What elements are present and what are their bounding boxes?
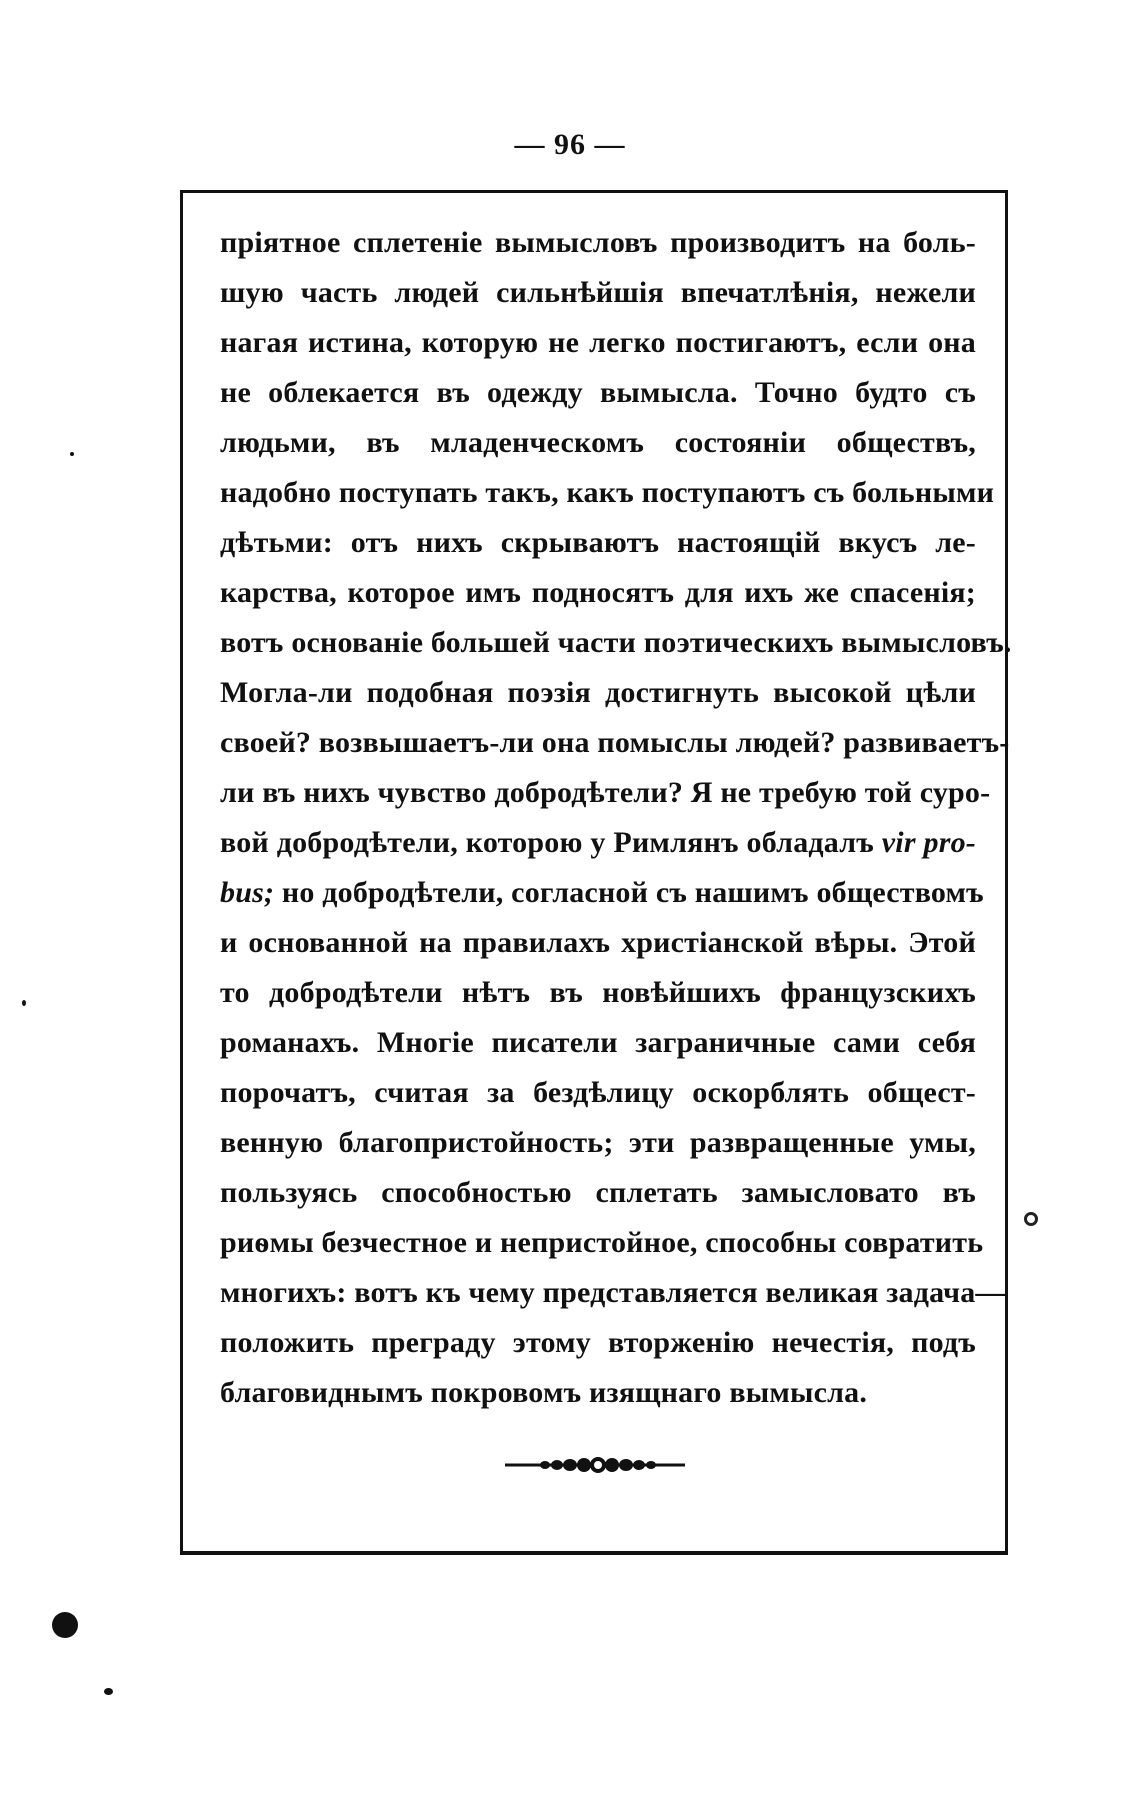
text-line: романахъ. Многіе писатели заграничные сами себя [220, 1026, 976, 1059]
text-line: надобно поступать такъ, какъ поступаютъ съ больными [220, 476, 995, 509]
text-segment: но добродѣтели, согласной съ нашимъ обществомъ [281, 876, 984, 909]
text-line: венную благопристойность; эти развращенные умы, [220, 1126, 976, 1159]
text-line: пріятное сплетеніе вымысловъ производитъ на боль- [220, 226, 976, 259]
text-line: и основанной на правилахъ христіанской вѣры. Этой [220, 926, 976, 959]
text-line: Могла-ли подобная поэзія достигнуть высокой цѣли [220, 676, 976, 709]
text-line: не облекается въ одежду вымысла. Точно будто съ [220, 376, 976, 409]
text-line: положить преграду этому вторженію нечестія, подъ [220, 1326, 976, 1359]
text-line: карства, которое имъ подносятъ для ихъ же спасенія; [220, 576, 976, 609]
body-text [220, 218, 1012, 1418]
text-line: пользуясь способностью сплетать замысловато въ [220, 1176, 976, 1209]
text-line: своей? возвышаетъ-ли она помыслы людей? развиваетъ- [220, 726, 1010, 759]
page-number: — 96 — [514, 128, 626, 161]
text-line: многихъ: вотъ къ чему представляется великая задача— [220, 1276, 1006, 1309]
ink-speck-icon [104, 1688, 113, 1695]
ink-blot-icon [52, 1612, 78, 1638]
text-line: порочатъ, считая за бездѣлицу оскорблять общест- [220, 1076, 976, 1109]
text-line: шую часть людей сильнѣйшія впечатлѣнія, нежели [220, 276, 976, 309]
text-line: то добродѣтели нѣтъ въ новѣйшихъ французскихъ [220, 976, 976, 1009]
latin-phrase-part-2: bus; [220, 876, 275, 909]
ink-speck-icon [22, 1000, 26, 1006]
margin-circle-icon [1024, 1212, 1038, 1226]
text-segment: вой добродѣтели, которою у Римлянъ обладалъ [220, 826, 874, 859]
latin-phrase-part-1: vir pro- [881, 826, 977, 859]
ornament-divider-icon [505, 1450, 685, 1480]
text-line-with-latin [220, 868, 984, 918]
text-line: людьми, въ младенческомъ состояніи обществъ, [220, 426, 976, 459]
text-line: риѳмы безчестное и непристойное, способны совратить [220, 1226, 984, 1259]
text-line: нагая истина, которую не легко постигаютъ, если она [220, 326, 976, 359]
text-line: вотъ основаніе большей части поэтическихъ вымысловъ. [220, 626, 1012, 659]
text-line-with-latin [220, 818, 976, 868]
ink-speck-icon [70, 452, 74, 456]
text-line-last: благовиднымъ покровомъ изящнаго вымысла. [220, 1376, 868, 1409]
text-line: дѣтьми: отъ нихъ скрываютъ настоящій вкусъ ле- [220, 526, 976, 559]
text-line: ли въ нихъ чувство добродѣтели? Я не требую той суро- [220, 776, 991, 809]
